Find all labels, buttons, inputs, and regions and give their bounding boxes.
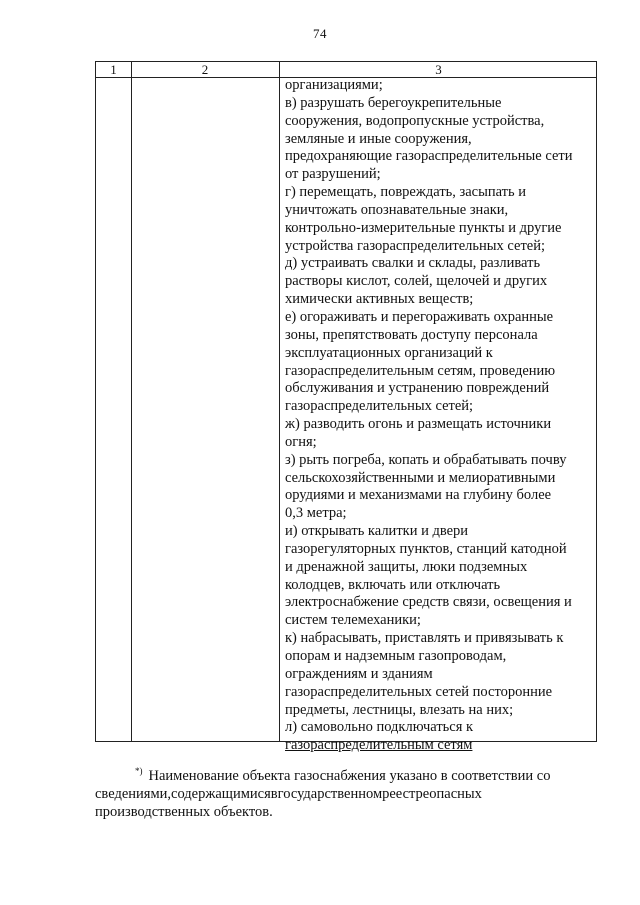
footnote-line-3: производственных объектов.: [95, 804, 273, 820]
footnote-word: реестре: [382, 786, 430, 802]
footnote-word: государственном: [277, 786, 383, 802]
table-text-line: газораспределительным сетям, проведению: [285, 362, 556, 379]
table-text-line: и) открывать калитки и двери: [285, 523, 469, 540]
table-text-line: в) разрушать берегоукрепительные: [285, 94, 502, 111]
table-text-line: сельскохозяйственными и мелиоративными: [285, 469, 556, 486]
document-table: [95, 61, 597, 754]
table-text-line: колодцев, включать или отключать: [285, 576, 501, 593]
column-header-3: 3: [435, 62, 442, 77]
footnote-marker: *): [135, 766, 143, 776]
column-header-1: 1: [110, 62, 117, 77]
table-text-line: газорегуляторных пунктов, станций катодной: [285, 540, 567, 557]
table-text-line: ограждениям и зданиям: [285, 665, 433, 682]
table-text-line: обслуживания и устранению повреждений: [285, 380, 550, 397]
table-text-line: огня;: [285, 433, 317, 450]
table-text-line: газораспределительных сетей;: [285, 398, 474, 415]
table-text-line: уничтожать опознавательные знаки,: [285, 201, 509, 218]
table-text-line: зоны, препятствовать доступу персонала: [285, 326, 538, 343]
table-text-line: л) самовольно подключаться к: [285, 719, 474, 736]
footnote-word: в: [270, 786, 278, 802]
table-text-line: е) огораживать и перегораживать охранные: [285, 308, 554, 325]
table-text-line: контрольно-измерительные пункты и другие: [285, 219, 562, 236]
table-text-line: к) набрасывать, приставлять и привязывать к: [285, 630, 564, 647]
table-text-line: д) устраивать свалки и склады, разливать: [285, 255, 541, 272]
table-text-line: устройства газораспределительных сетей;: [285, 237, 546, 254]
table-text-line: от разрушений;: [285, 166, 381, 183]
table-text-line: предохраняющие газораспределительные сети: [285, 148, 573, 165]
table-text-line: опорам и надземным газопроводам,: [285, 648, 507, 664]
table-text-line: 0,3 метра;: [285, 505, 347, 522]
column-3-text: [285, 77, 597, 755]
footnote-line-2: [95, 785, 603, 803]
column-divider: [131, 62, 132, 741]
table-text-line: газораспределительных сетей посторонние: [285, 683, 553, 700]
footnote-line-1: *) Наименование объекта газоснабжения указано в соответствии со: [135, 766, 551, 784]
table-text-line: сооружения, водопропускные устройства,: [285, 112, 545, 129]
table-text-line: электроснабжение средств связи, освещения и: [285, 594, 572, 611]
table-text-line: ж) разводить огонь и размещать источники: [285, 416, 552, 433]
footnote-word: опасных: [429, 786, 482, 802]
table-text-line: газораспределительным сетям: [285, 737, 473, 754]
footnote: [95, 762, 603, 821]
table-text-line: эксплуатационных организаций к: [285, 344, 493, 361]
table-text-line: земляные и иные сооружения,: [285, 130, 472, 147]
table-text-line: растворы кислот, солей, щелочей и других: [285, 273, 548, 290]
table-text-line: предметы, лестницы, влезать на них;: [285, 701, 514, 718]
table-text-line: организациями;: [285, 77, 383, 93]
table-text-line: орудиями и механизмами на глубину более: [285, 487, 552, 504]
page-number: 74: [313, 26, 327, 41]
footnote-word: содержащимися: [171, 786, 271, 802]
column-divider: [279, 62, 280, 741]
table-text-line: систем телемеханики;: [285, 612, 421, 629]
footnote-word: сведениями,: [95, 786, 172, 802]
table-text-line: г) перемещать, повреждать, засыпать и: [285, 184, 527, 201]
table-text-line: химически активных веществ;: [285, 291, 474, 308]
table-text-line: з) рыть погреба, копать и обрабатывать почву: [285, 451, 567, 468]
table-text-line: и дренажной защиты, люки подземных: [285, 558, 528, 575]
column-header-2: 2: [201, 62, 209, 77]
